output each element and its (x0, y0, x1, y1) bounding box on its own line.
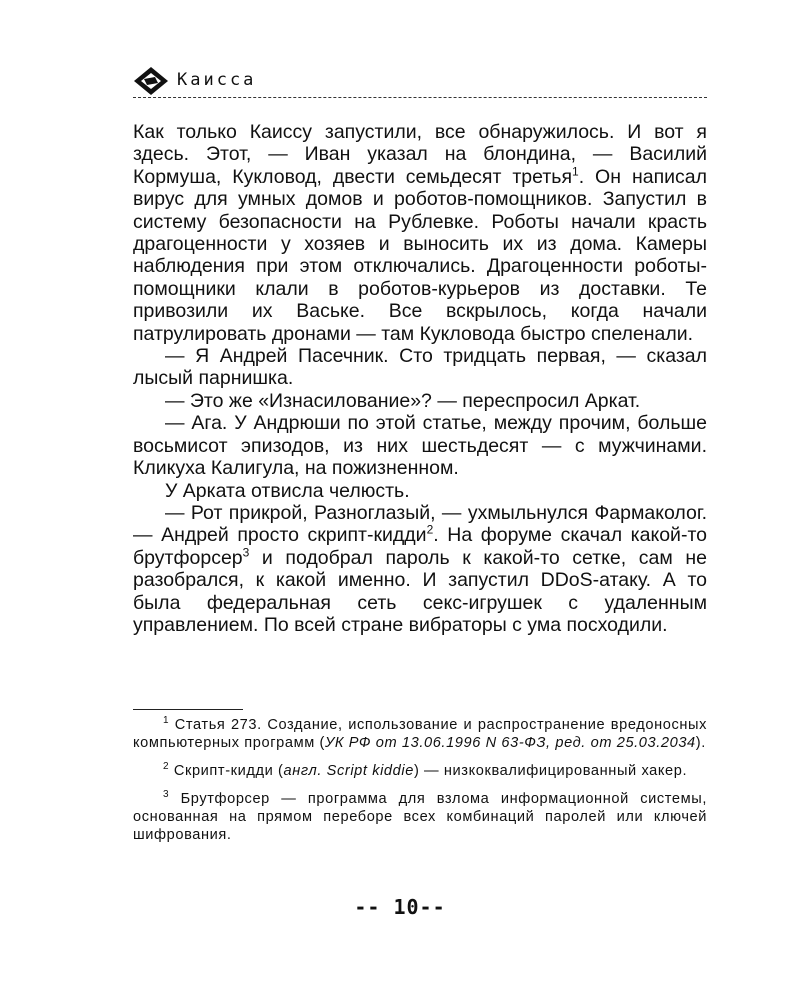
footnote-number: 3 (163, 789, 170, 801)
text-run: ). (695, 735, 706, 751)
text-run: — Я Андрей Пасечник. Сто тридцать первая, — сказал лысый парнишка. (133, 345, 707, 390)
footnote-divider (133, 709, 243, 710)
text-run: Статья 273. Создание, использование и распространение вредоносных компьютерных программ ( (133, 717, 707, 751)
text-run: . На форуме скачал какой-то брутфорсер (133, 524, 707, 569)
italic-text: англ. Script kiddie (283, 763, 414, 779)
italic-text: УК РФ от 13.06.1996 N 63-ФЗ, ред. от 25.03.2034 (324, 735, 696, 751)
footnote (133, 790, 707, 844)
main-text (133, 121, 707, 636)
header-title: Каисса (177, 70, 257, 90)
paragraph (133, 480, 707, 502)
page-number: -- 10-- (354, 895, 446, 919)
footnotes (133, 716, 707, 854)
paragraph (133, 121, 707, 345)
text-run: — Это же «Изнасилование»? — переспросил Аркат. (165, 389, 641, 412)
text-run: и подобрал пароль к какой-то сетке, сам не разобрался, к какой именно. И запустил DDoS-атаку. А то была федеральная сеть секс-игрушек с удаленным управлением. По всей стране вибраторы с ума посходили. (133, 546, 707, 636)
footnote (133, 716, 707, 752)
text-run: Скрипт-кидди ( (173, 763, 284, 779)
text-run: Как только Каиссу запустили, все обнаружилось. И вот я здесь. Этот, — Иван указал на блондина, — Василий Кормуша, Кукловод, двести семьдесят третья (133, 121, 707, 188)
running-header (133, 64, 707, 98)
header-divider (133, 97, 707, 98)
text-run: — Рот прикрой, Разноглазый, — ухмыльнулся Фармаколог. — Андрей просто скрипт-кидди (133, 501, 707, 547)
paragraph (133, 502, 707, 636)
text-run: Брутфорсер — программа для взлома информационной системы, основанная на прямом переборе всех комбинаций паролей или ключей шифрования. (133, 791, 708, 843)
footnote-ref: 3 (242, 545, 250, 560)
text-run: . Он написал вирус для умных домов и роботов-помощников. Запустил в систему безопасности на Рублевке. Роботы начали красть драгоценности у хозяев и выносить их из дома. Камеры наблюдения при этом отключались. Драгоценности роботы-помощники клали в роботов-курьеров из доставки. Те привозили их Ваське. Все вскрылось, когда начали патрулировать дронами — там Кукловода быстро спеленали. (133, 165, 707, 345)
paragraph (133, 345, 707, 390)
footnote-ref: 1 (572, 164, 579, 179)
footnote-number: 1 (163, 715, 170, 727)
footnote-ref: 2 (426, 522, 434, 537)
text-run: ) — низкоквалифицированный хакер. (413, 763, 688, 779)
footnote-number: 2 (163, 761, 170, 773)
footnote (133, 762, 707, 780)
paragraph (133, 412, 707, 479)
text-run: У Арката отвисла челюсть. (165, 479, 410, 502)
diamond-logo-icon (133, 66, 169, 96)
paragraph (133, 390, 707, 412)
text-run: — Ага. У Андрюши по этой статье, между прочим, больше восьмисот эпизодов, из них шестьдесят — с мужчинами. Кликуха Калигула, на пожизненном. (133, 412, 707, 480)
